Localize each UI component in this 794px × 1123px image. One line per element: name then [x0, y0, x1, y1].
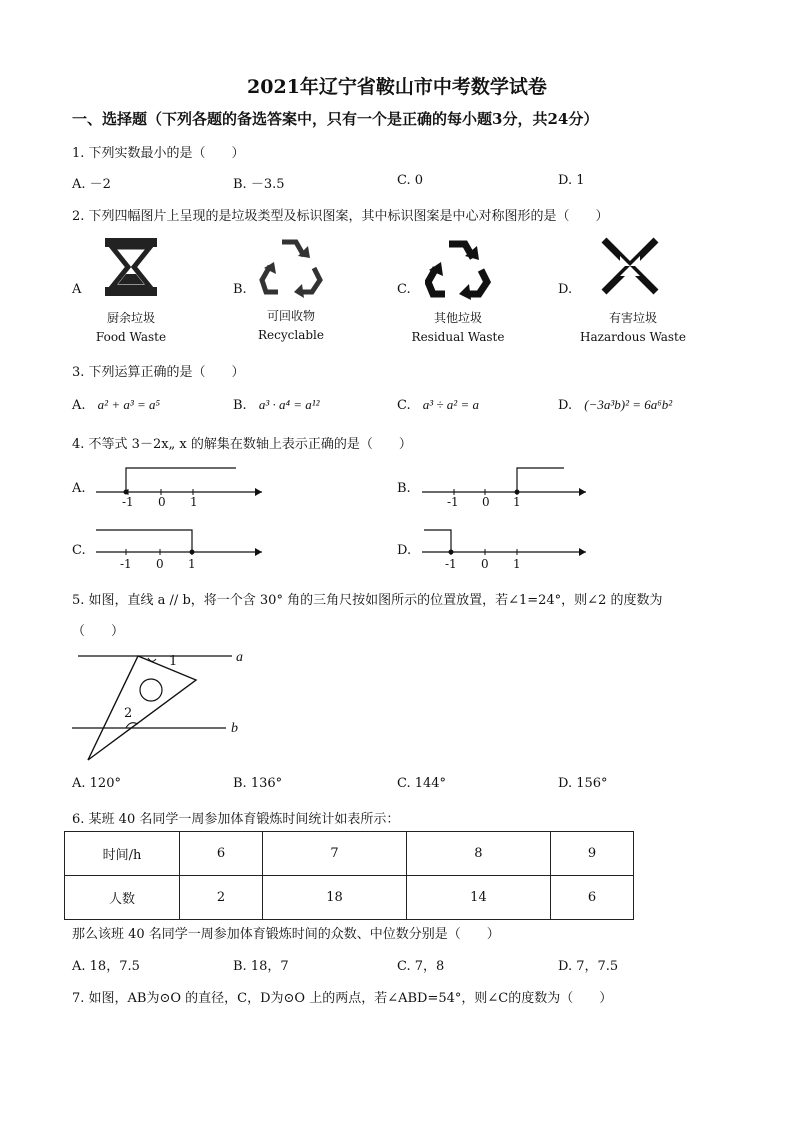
number-line-c — [90, 524, 270, 574]
parallel-lines-triangle-figure — [72, 644, 252, 768]
table-cell: 18 — [263, 876, 407, 920]
question-6-stem: 6. 某班 40 名同学一周参加体育锻炼时间统计如表所示： — [72, 812, 400, 827]
question-5-stem-cont: （ ） — [72, 624, 125, 639]
tick-label: 0 — [481, 557, 489, 571]
q1-option-c: C. 0 — [397, 173, 424, 188]
table-cell: 9 — [550, 832, 633, 876]
table-row — [65, 876, 634, 920]
question-5-stem: 5. 如图，直线 a // b，将一个含 30° 角的三角尺按如图所示的位置放置，若∠1=24°，则∠2 的度数为 — [72, 593, 663, 608]
caption-en: Food Waste — [95, 330, 167, 344]
q5-option-d: D. 156° — [558, 776, 608, 791]
caption-cn: 厨余垃圾 — [106, 311, 155, 325]
q2-caption-a — [81, 309, 181, 347]
q4-label-a: A. — [72, 481, 86, 496]
table-cell: 14 — [406, 876, 550, 920]
caption-cn: 有害垃圾 — [608, 311, 657, 325]
q1-option-b: B. －3.5 — [233, 177, 285, 192]
table-cell: 7 — [263, 832, 407, 876]
q3-label-b: B. — [233, 398, 247, 413]
q6-option-d: D. 7，7.5 — [558, 959, 619, 974]
q2-caption-b — [241, 307, 341, 345]
paper-title: 2021年辽宁省鞍山市中考数学试卷 — [247, 76, 547, 98]
q6-option-a: A. 18，7.5 — [72, 959, 140, 974]
question-6-followup: 那么该班 40 名同学一周参加体育锻炼时间的众数、中位数分别是（ ） — [72, 927, 500, 942]
table-cell: 人数 — [65, 876, 180, 920]
q5-option-a: A. 120° — [72, 776, 121, 791]
q3-expr-c: a³ ÷ a² = a — [422, 397, 479, 412]
q2-label-c: C. — [397, 282, 411, 297]
table-cell: 8 — [406, 832, 550, 876]
tick-label: 0 — [482, 495, 490, 509]
caption-cn: 其他垃圾 — [433, 311, 482, 325]
q5-option-c: C. 144° — [397, 776, 447, 791]
q4-label-c: C. — [72, 543, 86, 558]
tick-label: -1 — [447, 495, 459, 509]
residual-waste-icon — [425, 234, 491, 300]
tick-label: 1 — [513, 495, 521, 509]
food-waste-icon — [100, 234, 162, 300]
question-1-stem: 1. 下列实数最小的是（ ） — [72, 146, 245, 161]
angle-2-label: 2 — [124, 706, 133, 721]
table-cell: 6 — [550, 876, 633, 920]
table-cell: 6 — [180, 832, 263, 876]
q4-label-d: D. — [397, 543, 412, 558]
line-a-label: a — [236, 650, 243, 665]
hazardous-waste-icon — [598, 234, 662, 298]
recycle-icon — [258, 234, 324, 300]
tick-label: -1 — [122, 495, 134, 509]
q6-option-c: C. 7，8 — [397, 959, 445, 974]
tick-label: 0 — [156, 557, 164, 571]
caption-en: Hazardous Waste — [580, 330, 686, 344]
caption-en: Residual Waste — [411, 330, 505, 344]
caption-cn: 可回收物 — [266, 309, 315, 323]
q2-caption-c — [403, 309, 513, 347]
table-row — [65, 832, 634, 876]
number-line-b — [418, 462, 593, 512]
q2-label-a: A — [72, 282, 82, 297]
q6-option-b: B. 18，7 — [233, 959, 289, 974]
q3-expr-d: (−3a³b)² = 6a⁶b² — [584, 397, 673, 412]
angle-1-label: 1 — [169, 654, 178, 669]
section-heading: 一、选择题（下列各题的备选答案中，只有一个是正确的每小题3分，共24分） — [72, 110, 599, 128]
tick-label: 1 — [513, 557, 521, 571]
q3-label-a: A. — [72, 398, 86, 413]
q3-label-d: D. — [558, 398, 573, 413]
q3-option-d — [558, 397, 672, 413]
q5-option-b: B. 136° — [233, 776, 283, 791]
q3-label-c: C. — [397, 398, 411, 413]
tick-label: -1 — [445, 557, 457, 571]
number-line-a — [90, 462, 270, 512]
q1-option-a: A. －2 — [72, 177, 111, 192]
question-7-stem: 7. 如图，AB为⊙O 的直径，C，D为⊙O 上的两点，若∠ABD=54°，则∠C的度数为（ ） — [72, 991, 613, 1006]
q3-expr-a: a² + a³ = a⁵ — [97, 397, 161, 412]
q3-option-b — [233, 397, 320, 413]
q2-label-d: D. — [558, 282, 573, 297]
tick-label: -1 — [120, 557, 132, 571]
q2-label-b: B. — [233, 282, 247, 297]
question-3-stem: 3. 下列运算正确的是（ ） — [72, 365, 245, 380]
line-b-label: b — [231, 721, 238, 736]
exercise-time-table — [64, 831, 634, 920]
question-4-stem: 4. 不等式 3－2x„ x 的解集在数轴上表示正确的是（ ） — [72, 437, 412, 452]
q3-expr-b: a³ · a⁴ = a¹² — [258, 397, 320, 412]
table-cell: 2 — [180, 876, 263, 920]
tick-label: 1 — [190, 495, 198, 509]
tick-label: 0 — [158, 495, 166, 509]
table-cell: 时间/h — [65, 832, 180, 876]
tick-label: 1 — [188, 557, 196, 571]
q4-label-b: B. — [397, 481, 411, 496]
q1-option-d: D. 1 — [558, 173, 585, 188]
q3-option-c — [397, 397, 479, 413]
q3-option-a — [72, 397, 160, 413]
question-2-stem: 2. 下列四幅图片上呈现的是垃圾类型及标识图案，其中标识图案是中心对称图形的是（ ） — [72, 209, 609, 224]
q2-caption-d — [573, 309, 693, 347]
caption-en: Recyclable — [258, 328, 324, 342]
